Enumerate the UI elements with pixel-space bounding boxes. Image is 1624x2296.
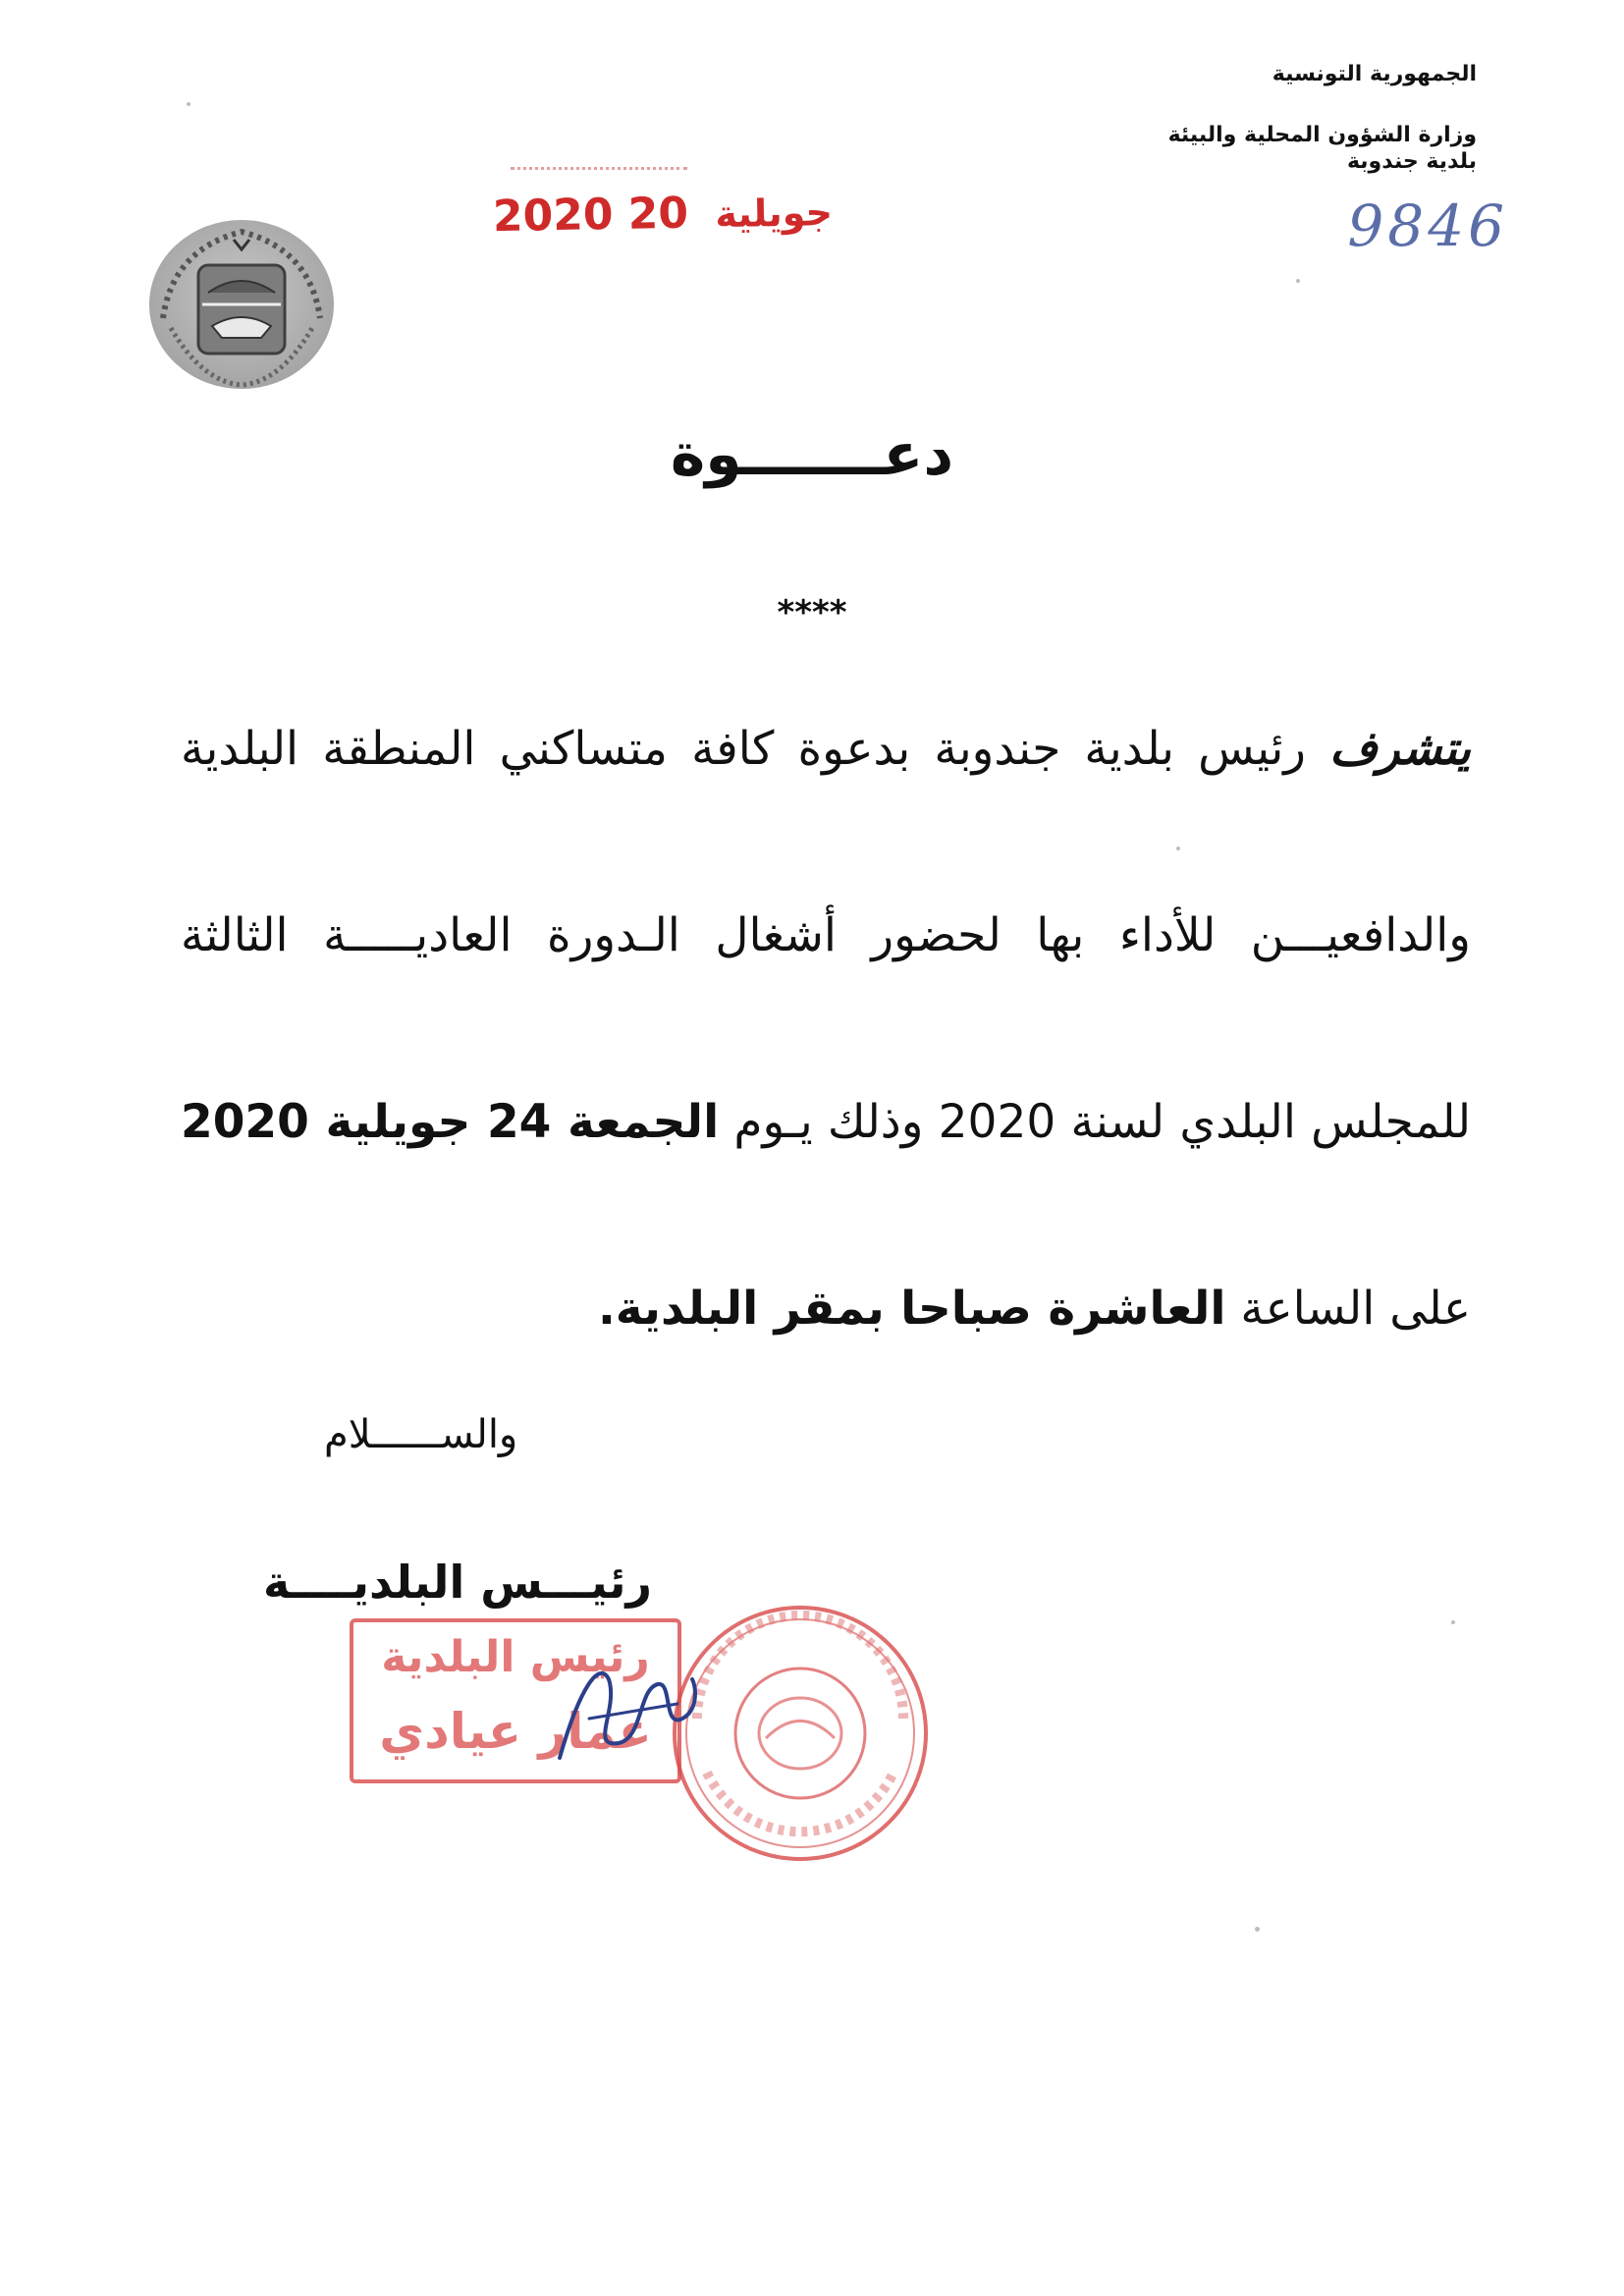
handwritten-reference-number: 9846 — [1347, 192, 1508, 259]
stamp-title: رئيس البلدية — [381, 1632, 650, 1682]
signatory-title: رئيـــس البلديــــة — [263, 1556, 652, 1609]
ministry-heading: وزارة الشؤون المحلية والبيئة — [1167, 122, 1477, 147]
body-line-3 — [181, 1078, 1471, 1265]
date-stamp-year: 2020 — [492, 189, 614, 243]
scan-speck — [1451, 1620, 1455, 1624]
closing-salutation: والســــــلام — [324, 1412, 518, 1457]
municipality-heading: بلدية جندوبة — [1346, 149, 1477, 174]
scan-speck — [1296, 279, 1300, 283]
title-separator: **** — [777, 593, 847, 632]
date-stamp — [493, 186, 845, 242]
body-line-3-date: الجمعة 24 جويلية 2020 — [181, 1095, 720, 1149]
scan-speck — [1176, 847, 1180, 850]
stamp-name: عمار عيادي — [379, 1703, 652, 1760]
body-line-1-rest: رئيس بلدية جندوبة بدعوة كافة متساكني المنطقة البلدية — [181, 722, 1330, 776]
handwritten-signature — [550, 1650, 707, 1777]
tunisia-emblem-icon — [143, 210, 340, 393]
body-line-3-rest: للمجلس البلدي لسنة 2020 وذلك يـوم — [719, 1095, 1472, 1149]
body-line-4-rest: على الساعة — [1225, 1282, 1471, 1336]
body-line-1 — [181, 705, 1471, 892]
date-stamp-month: جويلية — [714, 191, 834, 237]
body-line-2: والدافعيـــن للأداء بها لحضور أشغال الـدورة العاديـــــة الثالثة — [181, 908, 1471, 962]
letterhead — [1064, 61, 1477, 176]
body-line-4-time-place: العاشرة صباحا بمقر البلدية. — [597, 1282, 1226, 1336]
invitation-body — [181, 705, 1471, 1451]
scan-speck — [1255, 1927, 1260, 1932]
scan-speck — [187, 102, 190, 106]
municipality-seal-icon — [668, 1601, 933, 1866]
republic-heading: الجمهورية التونسية — [1272, 62, 1477, 86]
stamp-residue — [511, 167, 687, 178]
body-line-1-lead: يتشرف — [1329, 722, 1471, 776]
document-title: دعـــــــوة — [670, 420, 954, 489]
date-stamp-day: 20 — [627, 188, 689, 240]
